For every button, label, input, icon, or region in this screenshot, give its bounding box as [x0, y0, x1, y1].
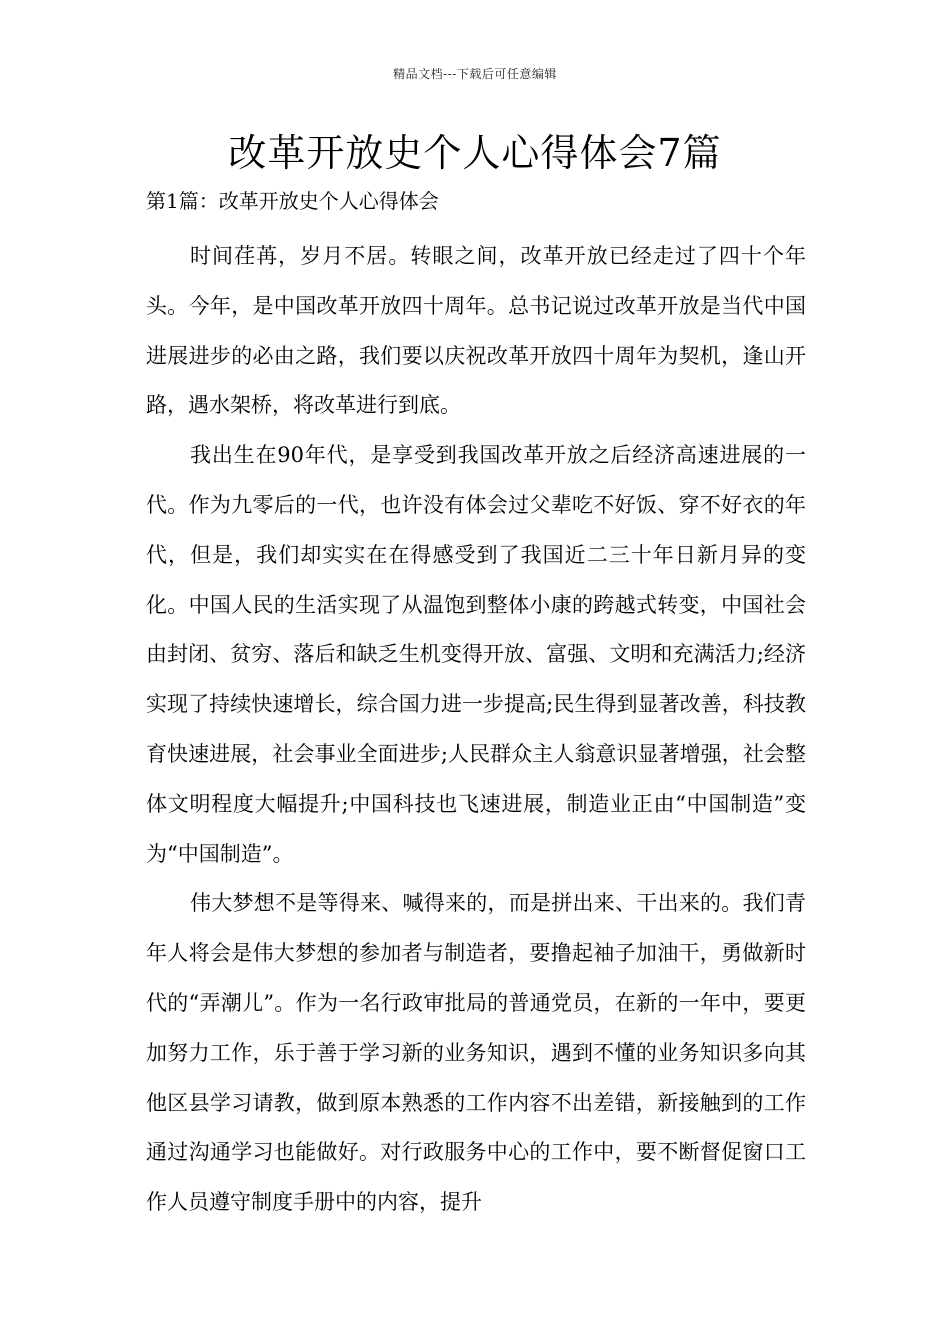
section-heading: 第1篇：改革开放史个人心得体会 [146, 189, 439, 213]
document-title: 改革开放史个人心得体会7篇 [228, 131, 722, 175]
paragraph-1: 时间荏苒，岁月不居。转眼之间，改革开放已经走过了四十个年头。今年，是中国改革开放四十周年。总书记说过改革开放是当代中国进展进步的必由之路，我们要以庆祝改革开放四十周年为契机，逢山开路，遇水架桥，将改革进行到底。 [146, 244, 806, 418]
paragraph-3: 伟大梦想不是等得来、喊得来的，而是拼出来、干出来的。我们青年人将会是伟大梦想的参加者与制造者，要撸起袖子加油干，勇做新时代的“弄潮儿”。作为一名行政审批局的普通党员，在新的一年中，要更加努力工作，乐于善于学习新的业务知识，遇到不懂的业务知识多向其他区县学习请教，做到原本熟悉的工作内容不出差错，新接触到的工作通过沟通学习也能做好。对行政服务中心的工作中，要不断督促窗口工作人员遵守制度手册中的内容，提升 [146, 891, 806, 1215]
header-note: 精品文档---下载后可任意编辑 [393, 67, 557, 81]
paragraph-2: 我出生在90年代，是享受到我国改革开放之后经济高速进展的一代。作为九零后的一代，也许没有体会过父辈吃不好饭、穿不好衣的年代，但是，我们却实实在在得感受到了我国近二三十年日新月异的变化。中国人民的生活实现了从温饱到整体小康的跨越式转变，中国社会由封闭、贫穷、落后和缺乏生机变得开放、富强、文明和充满活力;经济实现了持续快速增长，综合国力进一步提高;民生得到显著改善，科技教育快速进展，社会事业全面进步;人民群众主人翁意识显著增强，社会整体文明程度大幅提升;中国科技也飞速进展，制造业正由“中国制造”变为“中国制造”。 [146, 443, 806, 866]
body-text [146, 232, 806, 1228]
